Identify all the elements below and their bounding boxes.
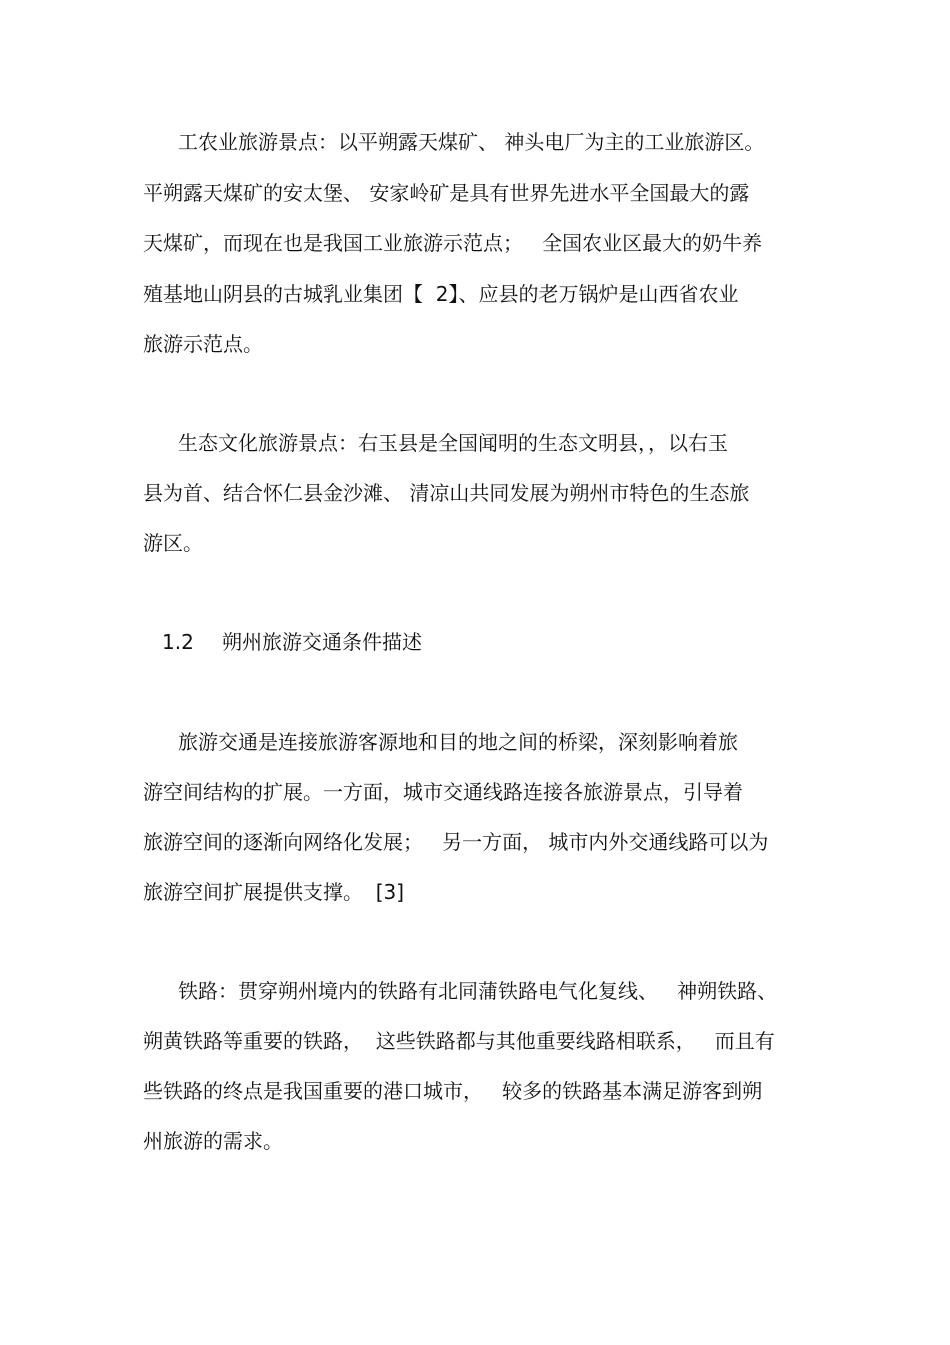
paragraph-line: 工农业旅游景点：以平朔露天煤矿、 神头电厂为主的工业旅游区。 xyxy=(178,130,765,154)
paragraph-line: 天煤矿，而现在也是我国工业旅游示范点； 全国农业区最大的奶牛养 xyxy=(143,231,763,255)
paragraph-line: 州旅游的需求。 xyxy=(143,1129,283,1153)
paragraph-line: 殖基地山阴县的古城乳业集团【 2】、应县的老万锅炉是山西省农业 xyxy=(143,282,739,306)
paragraph-line: 游空间结构的扩展。一方面，城市交通线路连接各旅游景点，引导着 xyxy=(143,780,743,804)
paragraph-line: 旅游示范点。 xyxy=(143,332,263,356)
paragraph-line: 旅游交通是连接旅游客源地和目的地之间的桥梁，深刻影响着旅 xyxy=(178,730,738,754)
paragraph-line: 平朔露天煤矿的安太堡、 安家岭矿是具有世界先进水平全国最大的露 xyxy=(143,181,750,205)
paragraph-line: 铁路：贯穿朔州境内的铁路有北同蒲铁路电气化复线、 神朔铁路、 xyxy=(178,979,778,1003)
section-title: 朔州旅游交通条件描述 xyxy=(222,630,422,654)
paragraph-line: 旅游空间扩展提供支撑。 [3] xyxy=(143,880,405,904)
paragraph-line: 生态文化旅游景点：右玉县是全国闻明的生态文明县，，以右玉 xyxy=(178,431,728,455)
section-number: 1.2 xyxy=(162,630,194,654)
paragraph-line: 旅游空间的逐渐向网络化发展； 另一方面， 城市内外交通线路可以为 xyxy=(143,830,769,854)
paragraph-line: 游区。 xyxy=(143,531,203,555)
paragraph-line: 县为首、结合怀仁县金沙滩、 清凉山共同发展为朔州市特色的生态旅 xyxy=(143,481,750,505)
paragraph-line: 朔黄铁路等重要的铁路， 这些铁路都与其他重要线路相联系， 而且有 xyxy=(143,1029,775,1053)
paragraph-line: 些铁路的终点是我国重要的港口城市， 较多的铁路基本满足游客到朔 xyxy=(143,1079,763,1103)
